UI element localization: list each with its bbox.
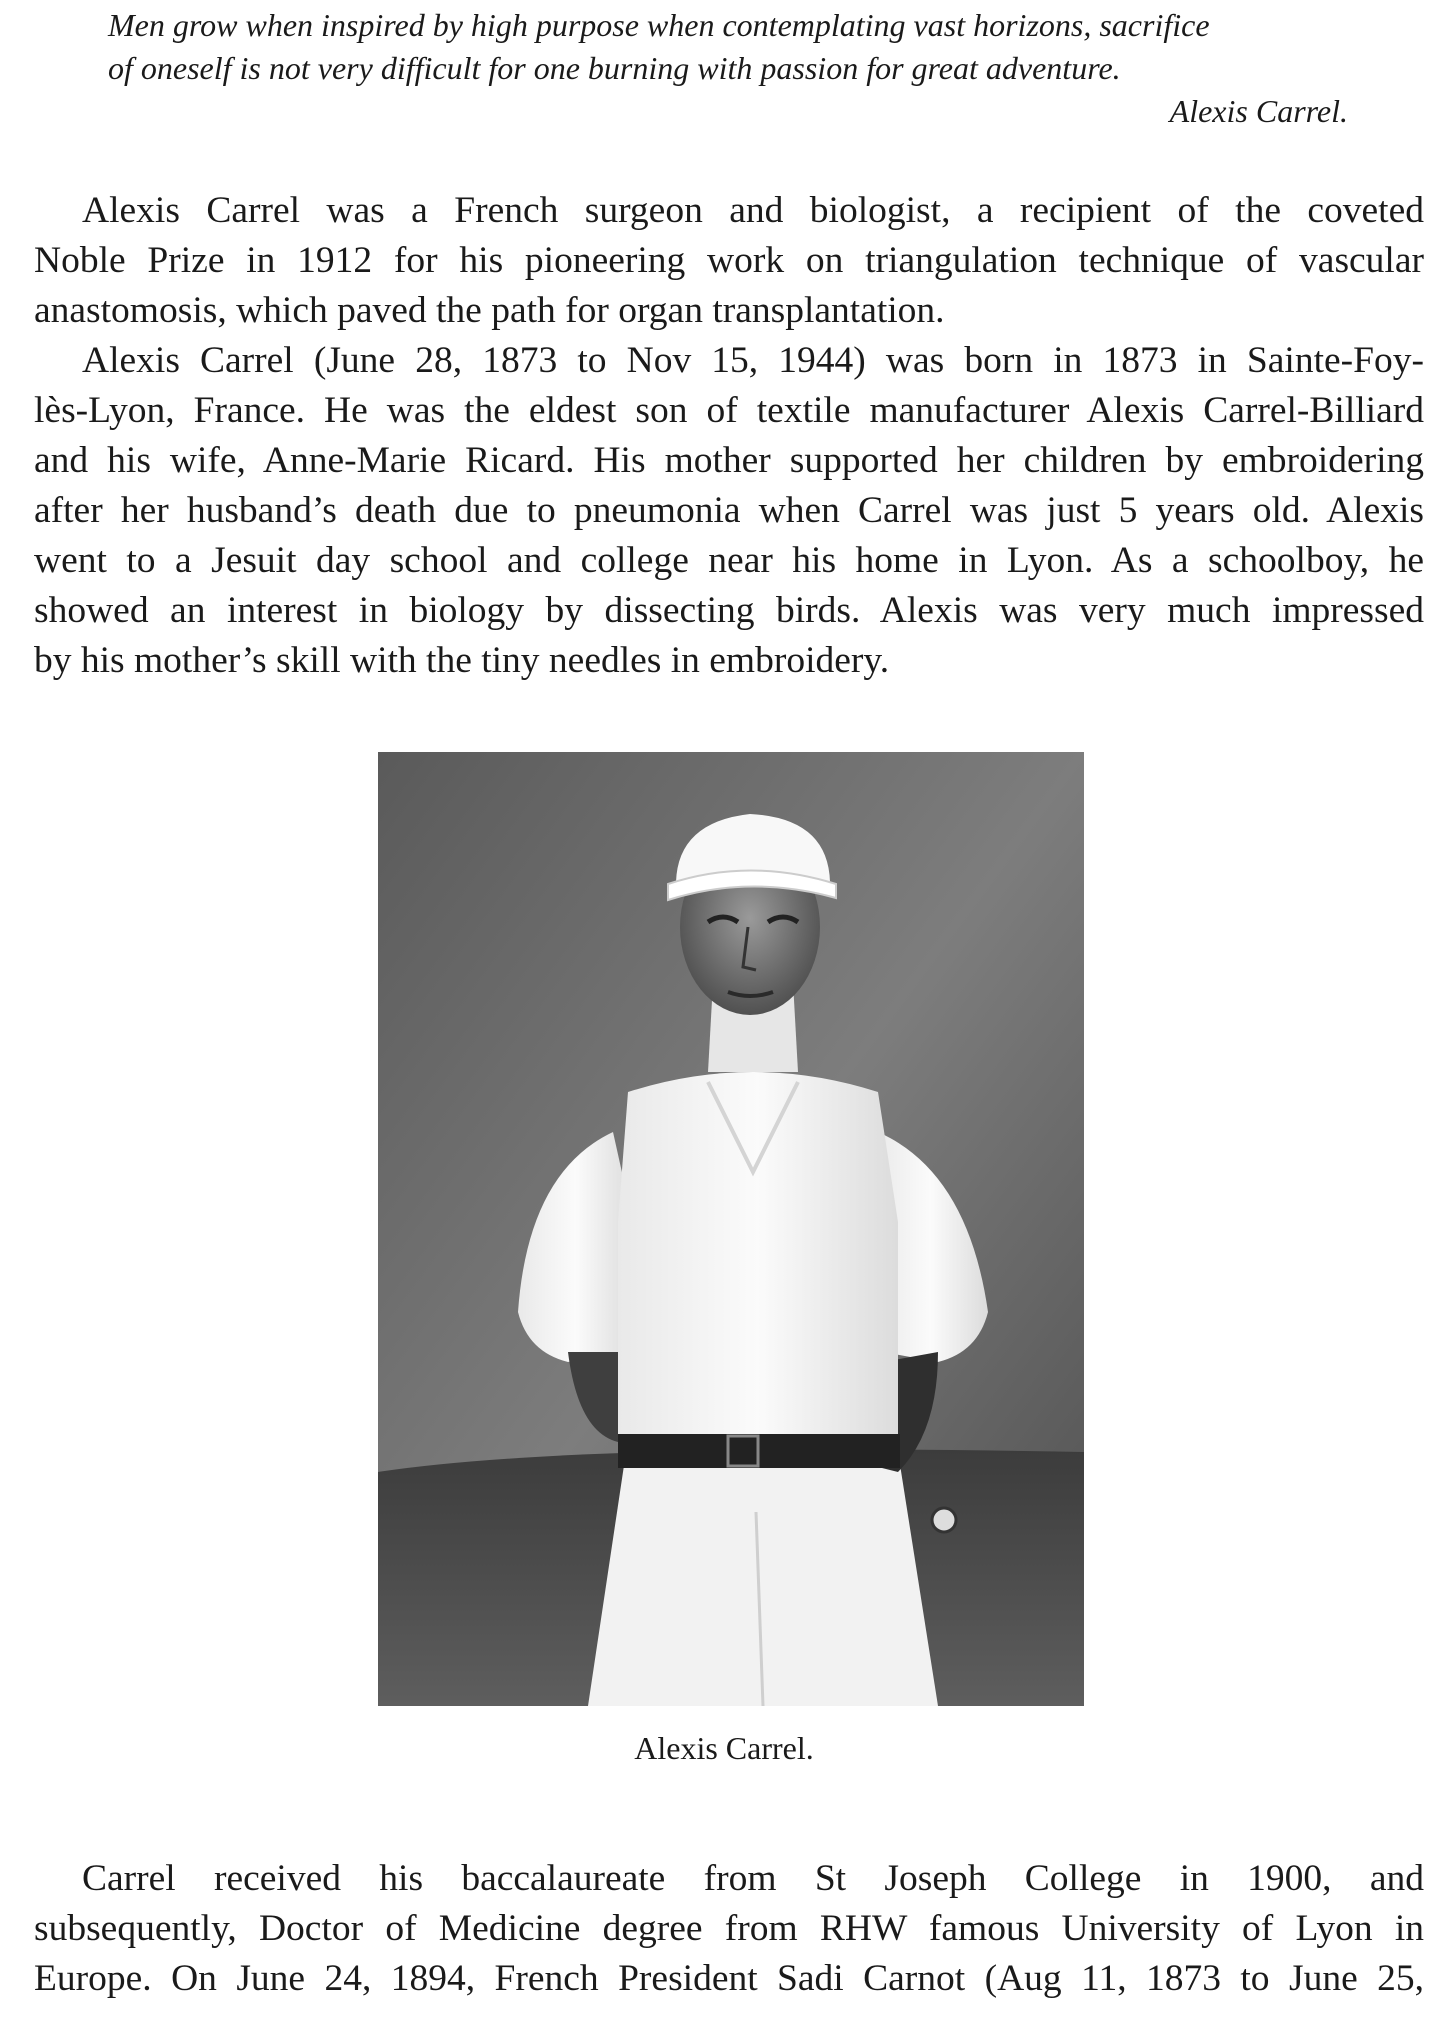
paragraph-biography [34, 336, 1424, 686]
paragraph-line: and his wife, Anne-Marie Ricard. His mother supported her children by embroidering [34, 440, 1424, 481]
epigraph-line: Men grow when inspired by high purpose when contemplating vast horizons, sacrifice [108, 7, 1210, 43]
portrait-photo [378, 752, 1084, 1706]
paragraph-line: by his mother’s skill with the tiny needles in embroidery. [34, 640, 890, 681]
epigraph-author: Alexis Carrel. [1169, 93, 1348, 129]
paragraph-education [34, 1854, 1424, 2004]
paragraph-line: Alexis Carrel was a French surgeon and biologist, a recipient of the coveted [82, 190, 1424, 231]
portrait-illustration [378, 752, 1084, 1706]
paragraph-line: showed an interest in biology by dissecting birds. Alexis was very much impressed [34, 590, 1424, 631]
paragraph-line: Noble Prize in 1912 for his pioneering work on triangulation technique of vascular [34, 240, 1424, 281]
paragraph-line: lès-Lyon, France. He was the eldest son of textile manufacturer Alexis Carrel-Billiard [34, 390, 1424, 431]
paragraph-line: subsequently, Doctor of Medicine degree from RHW famous University of Lyon in [34, 1908, 1424, 1949]
epigraph [108, 4, 1348, 133]
epigraph-line: of oneself is not very difficult for one burning with passion for great adventure. [108, 50, 1121, 86]
paragraph-line: after her husband’s death due to pneumonia when Carrel was just 5 years old. Alexis [34, 490, 1424, 531]
paragraph-line: Europe. On June 24, 1894, French President Sadi Carnot (Aug 11, 1873 to June 25, [34, 1958, 1424, 1999]
figure-caption: Alexis Carrel. [634, 1730, 814, 1766]
paragraph-line: Carrel received his baccalaureate from St Joseph College in 1900, and [82, 1858, 1424, 1899]
paragraph-intro [34, 186, 1424, 336]
paragraph-line: anastomosis, which paved the path for organ transplantation. [34, 290, 945, 331]
paragraph-line: went to a Jesuit day school and college near his home in Lyon. As a schoolboy, he [34, 540, 1424, 581]
paragraph-line: Alexis Carrel (June 28, 1873 to Nov 15, 1944) was born in 1873 in Sainte-Foy- [82, 340, 1424, 381]
